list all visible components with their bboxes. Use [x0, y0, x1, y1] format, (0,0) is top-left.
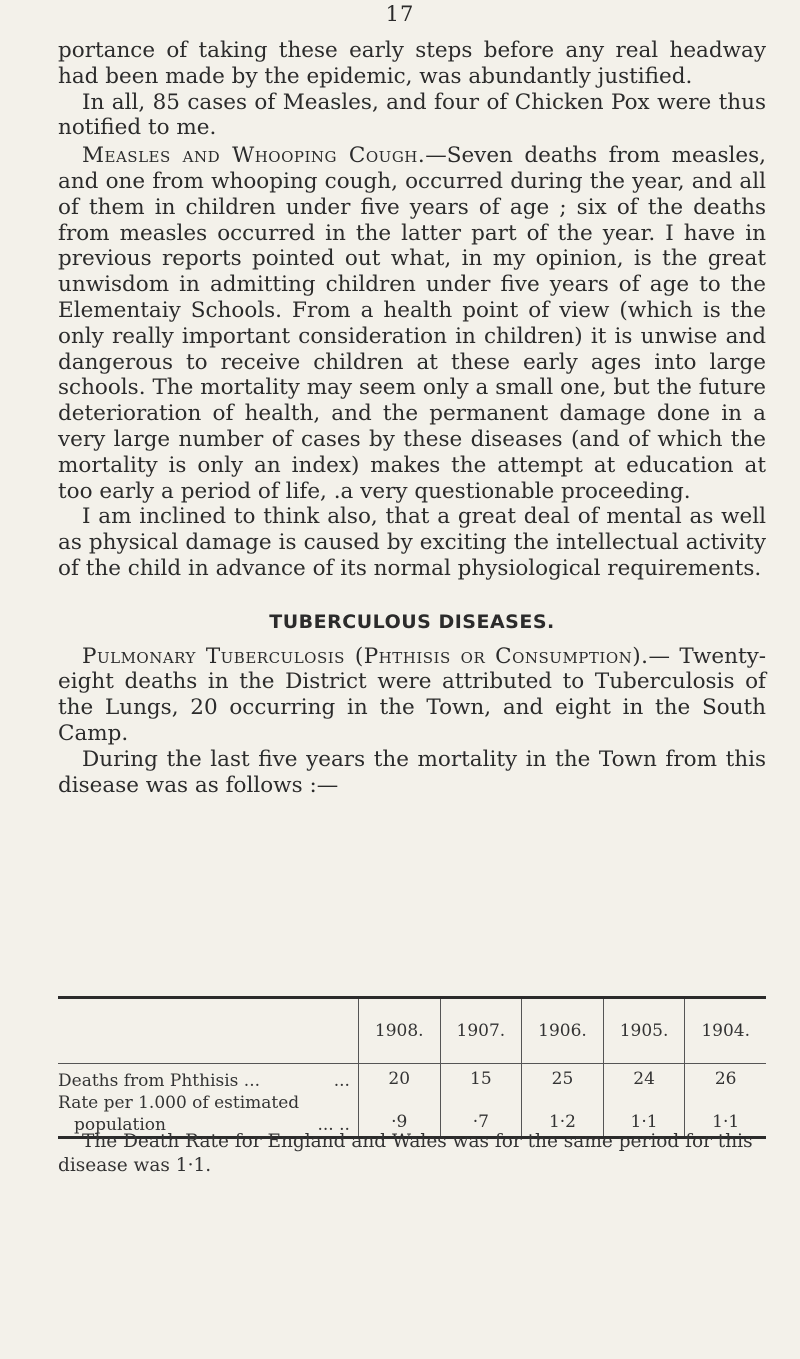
row-label-deaths: Deaths from Phthisis ... — [58, 1071, 261, 1091]
table-header-row — [58, 998, 766, 1064]
deaths-value: 25 — [551, 1068, 574, 1089]
year-header: 1908. — [358, 998, 440, 1064]
row-labels — [58, 1064, 358, 1138]
table-row — [58, 1064, 766, 1138]
tuberculosis-paragraph-2: During the last five years the mortality in the Town from this disease was as follows :— — [58, 746, 766, 798]
year-header: 1907. — [440, 998, 522, 1064]
section-heading: TUBERCULOUS DISEASES. — [269, 610, 555, 633]
row-label-rate: Rate per 1.000 of estimated — [58, 1093, 300, 1113]
mortality-table — [58, 996, 766, 1139]
measles-paragraph-2: I am inclined to think also, that a great deal of mental as well as physical damage is caused by exciting the intellectual activity of the child in advance of its normal physiological requirements. — [58, 504, 766, 581]
rate-value: ·7 — [472, 1111, 489, 1132]
deaths-value: 26 — [714, 1068, 737, 1089]
footnote — [58, 1130, 766, 1178]
rate-value: 1·1 — [630, 1111, 658, 1132]
rate-value: 1·2 — [548, 1111, 576, 1132]
table-cell — [522, 1064, 604, 1138]
year-header: 1906. — [522, 998, 604, 1064]
footnote-text: The Death Rate for England and Wales was for the same period for this disease was 1·1. — [58, 1131, 753, 1176]
table-header-blank — [58, 998, 358, 1064]
body-text — [58, 38, 766, 798]
measles-paragraph-1 — [58, 143, 766, 504]
table-cell — [603, 1064, 685, 1138]
leader-dots: ... — [333, 1071, 350, 1091]
tuberculosis-subheading: Pulmonary Tuberculosis (Phthisis or Consumption). — [82, 643, 649, 669]
table-cell — [685, 1064, 766, 1138]
deaths-value: 24 — [633, 1068, 655, 1089]
year-header: 1904. — [685, 998, 766, 1064]
deaths-value: 20 — [388, 1068, 411, 1089]
intro-paragraph-1: portance of taking these early steps before any real headway had been made by the epidemic, was abundantly justified. — [58, 38, 766, 89]
tuberculosis-paragraph-1-text: — Twenty-eight deaths in the District were attributed to Tuberculosis of the Lungs, 20 occurring in the Town, and eight in the South Camp. — [58, 643, 766, 746]
row-label-rate-cont: population — [74, 1115, 166, 1135]
page-number: 17 — [385, 2, 415, 26]
measles-heading: Measles and Whooping Cough. — [82, 143, 426, 169]
intro-paragraph-2: In all, 85 cases of Measles, and four of Chicken Pox were thus notified to me. — [58, 89, 766, 141]
deaths-value: 15 — [470, 1068, 492, 1089]
table-cell — [358, 1064, 440, 1138]
table-cell — [440, 1064, 522, 1138]
measles-paragraph-1-text: —Seven deaths from measles, and one from whooping cough, occurred during the year, and all of them in children under five years of age ; six of the deaths from measles occurred in the latter part of the year. I have in previous reports pointed out what, in my opinion, is the great unwisdom in admitting children under five years of age to the Elementaiy Schools. From a health point of view (which is the only really important consideration in children) it is unwise and dangerous to receive children at these early ages into large schools. The mortality may seem only a small one, but the future deterioration of health, and the permanent damage done in a very large number of cases by these diseases (and of which the mortality is only an index) makes the attempt at education at too early a period of life, .a very questionable proceeding. — [58, 143, 766, 504]
leader-dots: ... .. — [317, 1115, 350, 1135]
tuberculosis-paragraph-1 — [58, 644, 766, 747]
rate-value: ·9 — [391, 1111, 408, 1132]
year-header: 1905. — [603, 998, 685, 1064]
rate-value: 1·1 — [712, 1111, 740, 1132]
